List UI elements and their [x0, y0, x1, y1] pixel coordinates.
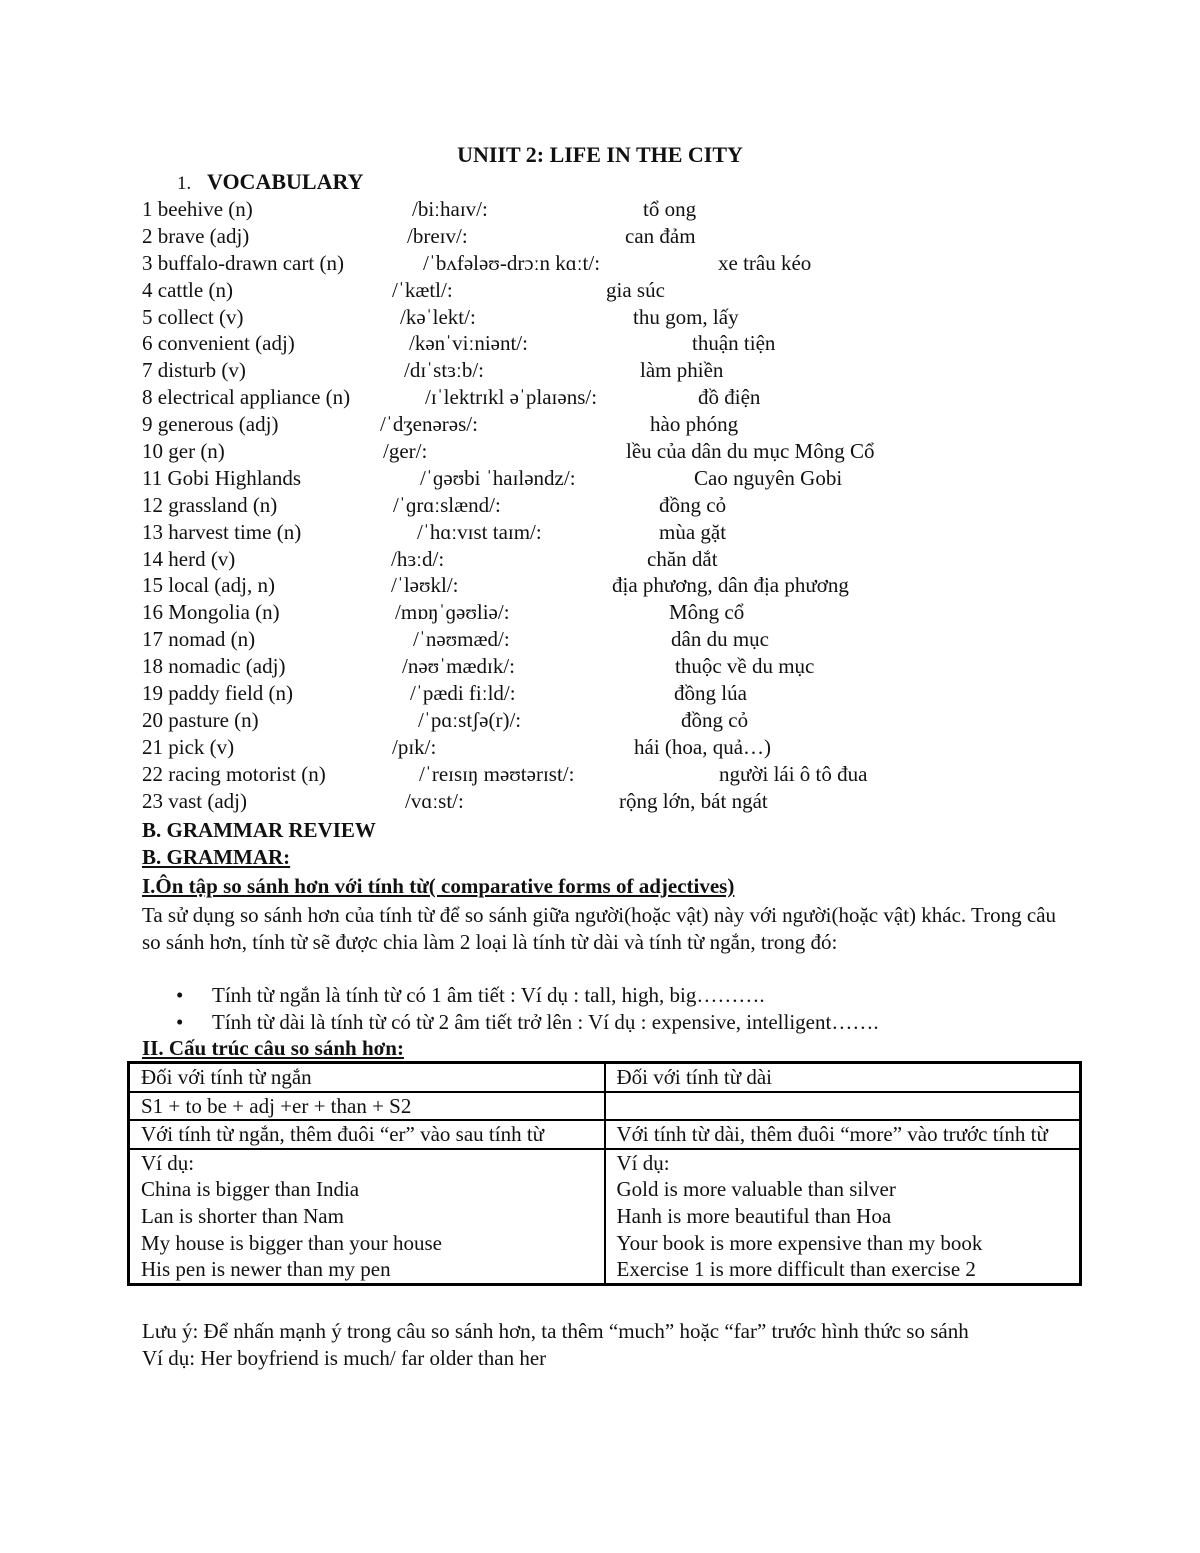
vocab-word: 16 Mongolia (n) — [142, 600, 280, 625]
vocab-row — [0, 653, 1200, 680]
vocab-meaning: làm phiền — [640, 358, 724, 383]
vocab-meaning: mùa gặt — [659, 519, 727, 544]
example-line: Your book is more expensive than my book — [616, 1230, 983, 1255]
note-block — [142, 1318, 1042, 1372]
example-line: China is bigger than India — [141, 1177, 360, 1202]
vocab-word: 2 brave (adj) — [142, 223, 250, 248]
grammar-heading: B. GRAMMAR: — [142, 845, 291, 869]
table-row — [129, 1149, 1081, 1284]
vocab-word: 22 racing motorist (n) — [142, 761, 326, 786]
examples-label: Ví dụ: — [141, 1150, 195, 1175]
section-label: VOCABULARY — [207, 169, 364, 194]
vocab-row — [0, 384, 1200, 411]
vocab-row — [0, 680, 1200, 707]
vocab-meaning: người lái ô tô đua — [719, 761, 868, 786]
vocab-meaning: lều của dân du mục Mông Cổ — [626, 439, 875, 464]
vocab-meaning: địa phương, dân địa phương — [612, 573, 849, 598]
vocab-word: 13 harvest time (n) — [142, 519, 302, 544]
vocab-word: 19 paddy field (n) — [142, 681, 294, 706]
vocab-word: 9 generous (adj) — [142, 412, 279, 437]
vocab-ipa: /kəˈlekt/: — [400, 304, 476, 329]
section-number: 1. — [177, 173, 192, 194]
table-cell: Với tính từ dài, thêm đuôi “more” vào trước tính từ — [605, 1120, 1081, 1149]
bullet-item — [176, 983, 765, 1008]
vocab-meaning: Cao nguyên Gobi — [694, 465, 843, 490]
table-row — [129, 1120, 1081, 1149]
vocab-meaning: tổ ong — [643, 197, 697, 221]
table-row — [129, 1092, 1081, 1121]
table-cell: Đối với tính từ dài — [605, 1063, 1081, 1092]
vocab-row — [0, 411, 1200, 438]
structure-heading: II. Cấu trúc câu so sánh hơn: — [142, 1036, 404, 1060]
vocab-word: 18 nomadic (adj) — [142, 654, 286, 679]
examples-label: Ví dụ: — [616, 1150, 670, 1175]
vocab-word: 7 disturb (v) — [142, 358, 246, 383]
vocab-word: 3 buffalo-drawn cart (n) — [142, 250, 344, 275]
example-line: Hanh is more beautiful than Hoa — [616, 1203, 892, 1228]
table-cell: Đối với tính từ ngắn — [129, 1063, 605, 1092]
vocab-row — [0, 519, 1200, 546]
vocab-ipa: /mɒŋˈɡəʊliə/: — [395, 600, 510, 625]
table-cell — [605, 1149, 1081, 1284]
vocab-row — [0, 277, 1200, 304]
vocab-word: 21 pick (v) — [142, 734, 235, 759]
table-cell: Với tính từ ngắn, thêm đuôi “er” vào sau tính từ — [129, 1120, 605, 1149]
section-vocabulary-heading — [177, 169, 363, 195]
vocab-word: 4 cattle (n) — [142, 277, 233, 302]
vocab-ipa: /ˈpɑːstʃə(r)/: — [418, 707, 522, 732]
vocab-ipa: /ger/: — [383, 439, 428, 464]
intro-paragraph: Ta sử dụng so sánh hơn của tính từ để so sánh giữa người(hoặc vật) này với người(hoặc vật) khác. Trong câu so sánh hơn, tính từ sẽ được chia làm 2 loại là tính từ dài và tính từ ngắn, trong đó: — [142, 903, 1057, 954]
vocab-word: 14 herd (v) — [142, 546, 236, 571]
vocab-ipa: /ˈreɪsɪŋ məʊtərɪst/: — [419, 761, 575, 786]
table-row — [129, 1063, 1081, 1092]
grammar-review-heading: B. GRAMMAR REVIEW — [142, 818, 376, 842]
bullet-icon: • — [176, 983, 184, 1007]
vocab-ipa: /ˈnəʊmæd/: — [413, 627, 510, 652]
vocab-meaning: thuận tiện — [692, 331, 776, 356]
table-cell — [605, 1092, 1081, 1121]
vocab-word: 11 Gobi Highlands — [142, 465, 302, 490]
example-line: His pen is newer than my pen — [141, 1257, 391, 1282]
vocab-meaning: thuộc về du mục — [675, 654, 815, 679]
vocab-word: 5 collect (v) — [142, 304, 244, 329]
vocab-ipa: /nəʊˈmædɪk/: — [402, 654, 516, 679]
vocab-row — [0, 572, 1200, 599]
bullet-text: Tính từ ngắn là tính từ có 1 âm tiết : Ví dụ : tall, high, big………. — [212, 983, 765, 1007]
vocab-ipa: /ˈɡəʊbi ˈhaɪləndz/: — [420, 465, 576, 490]
vocab-row — [0, 304, 1200, 331]
bullet-text: Tính từ dài là tính từ có từ 2 âm tiết trở lên : Ví dụ : expensive, intelligent……. — [212, 1010, 879, 1034]
vocab-ipa: /breɪv/: — [407, 223, 468, 248]
vocab-row — [0, 438, 1200, 465]
vocab-meaning: hái (hoa, quả…) — [634, 734, 772, 759]
example-line: Exercise 1 is more difficult than exercise 2 — [616, 1257, 976, 1282]
vocab-meaning: rộng lớn, bát ngát — [619, 788, 768, 813]
vocab-row — [0, 599, 1200, 626]
vocab-word: 6 convenient (adj) — [142, 331, 295, 356]
vocab-meaning: can đảm — [625, 223, 696, 248]
vocab-row — [0, 196, 1200, 223]
vocab-meaning: chăn dắt — [647, 546, 718, 571]
vocab-row — [0, 734, 1200, 761]
vocab-row — [0, 761, 1200, 788]
table-cell — [129, 1149, 605, 1284]
vocab-ipa: /ˈbʌfələʊ-drɔːn kɑːt/: — [423, 250, 601, 275]
vocab-meaning: đồng cỏ — [681, 707, 749, 732]
vocab-meaning: đồng cỏ — [659, 492, 727, 517]
vocab-word: 8 electrical appliance (n) — [142, 385, 351, 410]
vocab-word: 17 nomad (n) — [142, 627, 256, 652]
vocab-word: 1 beehive (n) — [142, 197, 253, 221]
bullet-icon: • — [176, 1010, 184, 1034]
vocab-row — [0, 707, 1200, 734]
example-line: Gold is more valuable than silver — [616, 1177, 896, 1202]
comparative-review-heading: I.Ôn tập so sánh hơn với tính từ( comparative forms of adjectives) — [142, 874, 735, 898]
vocab-meaning: dân du mục — [671, 627, 769, 652]
vocab-ipa: /pɪk/: — [392, 734, 437, 759]
vocab-meaning: xe trâu kéo — [718, 250, 812, 275]
page-title: UNIIT 2: LIFE IN THE CITY — [457, 142, 743, 167]
vocab-ipa: /vɑːst/: — [405, 788, 464, 813]
vocab-ipa: /ˈdʒenərəs/: — [380, 412, 478, 437]
vocab-meaning: Mông cổ — [669, 600, 745, 625]
vocab-row — [0, 223, 1200, 250]
vocab-ipa: /ˈləʊkl/: — [391, 573, 459, 598]
vocab-row — [0, 492, 1200, 519]
vocab-row — [0, 250, 1200, 277]
vocab-word: 12 grassland (n) — [142, 492, 278, 517]
vocab-ipa: /biːhaɪv/: — [412, 197, 488, 221]
vocab-ipa: /ˈpædi fiːld/: — [410, 681, 516, 706]
vocabulary-list — [0, 196, 1200, 814]
vocab-word: 10 ger (n) — [142, 439, 225, 464]
vocab-meaning: đồng lúa — [674, 681, 747, 706]
vocab-meaning: đồ điện — [698, 385, 761, 410]
vocab-meaning: thu gom, lấy — [633, 304, 739, 329]
comparison-table — [127, 1061, 1082, 1286]
vocab-word: 20 pasture (n) — [142, 707, 259, 732]
bullet-item — [176, 1010, 879, 1035]
vocab-ipa: /kənˈviːniənt/: — [409, 331, 528, 356]
vocab-row — [0, 546, 1200, 573]
vocab-ipa: /ˈɡrɑːslænd/: — [393, 492, 501, 517]
vocab-row — [0, 465, 1200, 492]
vocab-word: 15 local (adj, n) — [142, 573, 275, 598]
vocab-row — [0, 357, 1200, 384]
example-line: Lan is shorter than Nam — [141, 1203, 344, 1228]
vocab-row — [0, 330, 1200, 357]
vocab-word: 23 vast (adj) — [142, 788, 247, 813]
vocab-row — [0, 788, 1200, 815]
vocab-ipa: /ˈkætl/: — [392, 277, 453, 302]
vocab-ipa: /hɜːd/: — [391, 546, 445, 571]
vocab-meaning: gia súc — [606, 277, 665, 302]
vocab-ipa: /ɪˈlektrɪkl əˈplaɪəns/: — [425, 385, 598, 410]
note-example: Ví dụ: Her boyfriend is much/ far older than her — [142, 1345, 547, 1370]
example-line: My house is bigger than your house — [141, 1230, 442, 1255]
vocab-ipa: /ˈhɑːvɪst taɪm/: — [417, 519, 542, 544]
vocab-row — [0, 626, 1200, 653]
vocab-meaning: hào phóng — [650, 412, 739, 437]
note-text: Lưu ý: Để nhấn mạnh ý trong câu so sánh hơn, ta thêm “much” hoặc “far” trước hình thức so sánh — [142, 1319, 969, 1343]
vocab-ipa: /dɪˈstɜːb/: — [404, 358, 484, 383]
table-cell: S1 + to be + adj +er + than + S2 — [129, 1092, 605, 1121]
